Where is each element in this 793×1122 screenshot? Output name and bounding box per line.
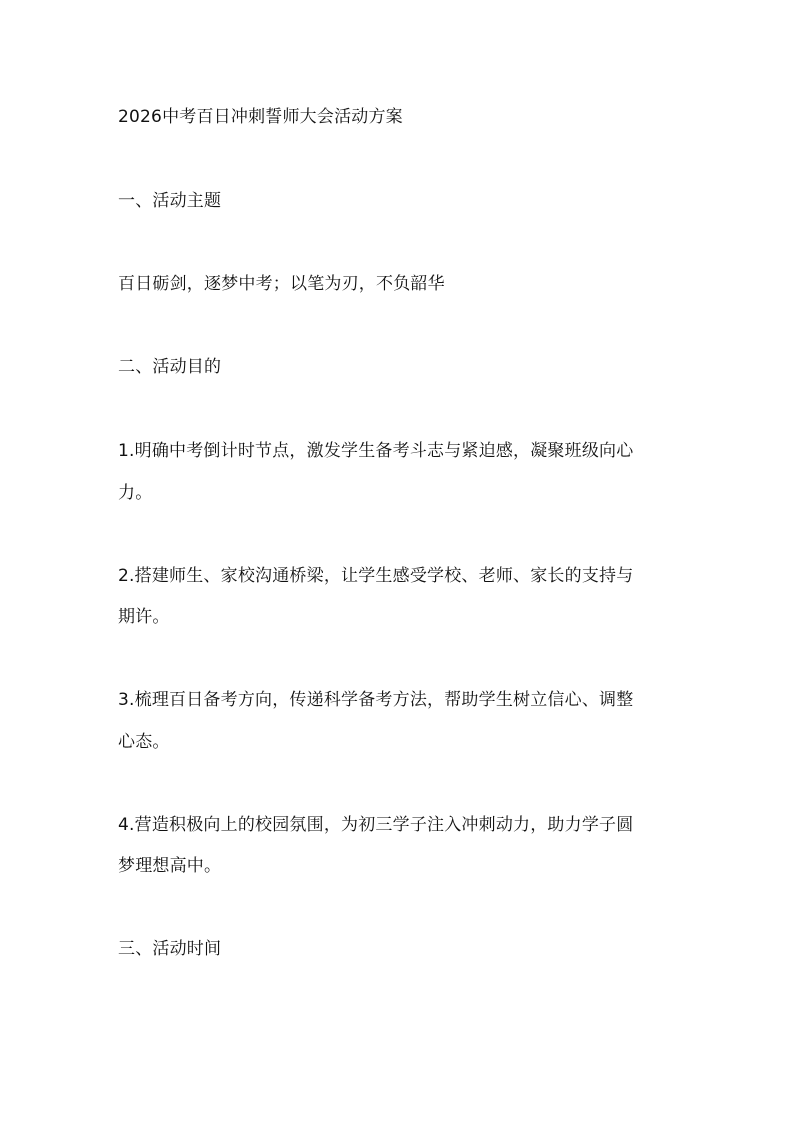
section-heading-time: 三、活动时间	[118, 939, 222, 959]
purpose-item-4-line-1: 4.营造积极向上的校园氛围，为初三学子注入冲刺动力，助力学子圆	[118, 815, 634, 835]
purpose-item-1-line-1: 1.明确中考倒计时节点，激发学生备考斗志与紧迫感，凝聚班级向心	[118, 441, 634, 461]
purpose-item-2-line-1: 2.搭建师生、家校沟通桥梁，让学生感受学校、老师、家长的支持与	[118, 566, 634, 586]
purpose-item-3-line-2: 心态。	[118, 732, 170, 752]
document-title: 2026中考百日冲刺誓师大会活动方案	[118, 107, 403, 127]
section-heading-theme: 一、活动主题	[118, 191, 222, 211]
section-heading-purpose: 二、活动目的	[118, 357, 222, 377]
theme-text: 百日砺剑，逐梦中考；以笔为刃，不负韶华	[118, 274, 445, 294]
purpose-item-2-line-2: 期许。	[118, 607, 170, 627]
purpose-item-3-line-1: 3.梳理百日备考方向，传递科学备考方法，帮助学生树立信心、调整	[118, 690, 634, 710]
purpose-item-1-line-2: 力。	[118, 483, 153, 503]
purpose-item-4-line-2: 梦理想高中。	[118, 856, 222, 876]
